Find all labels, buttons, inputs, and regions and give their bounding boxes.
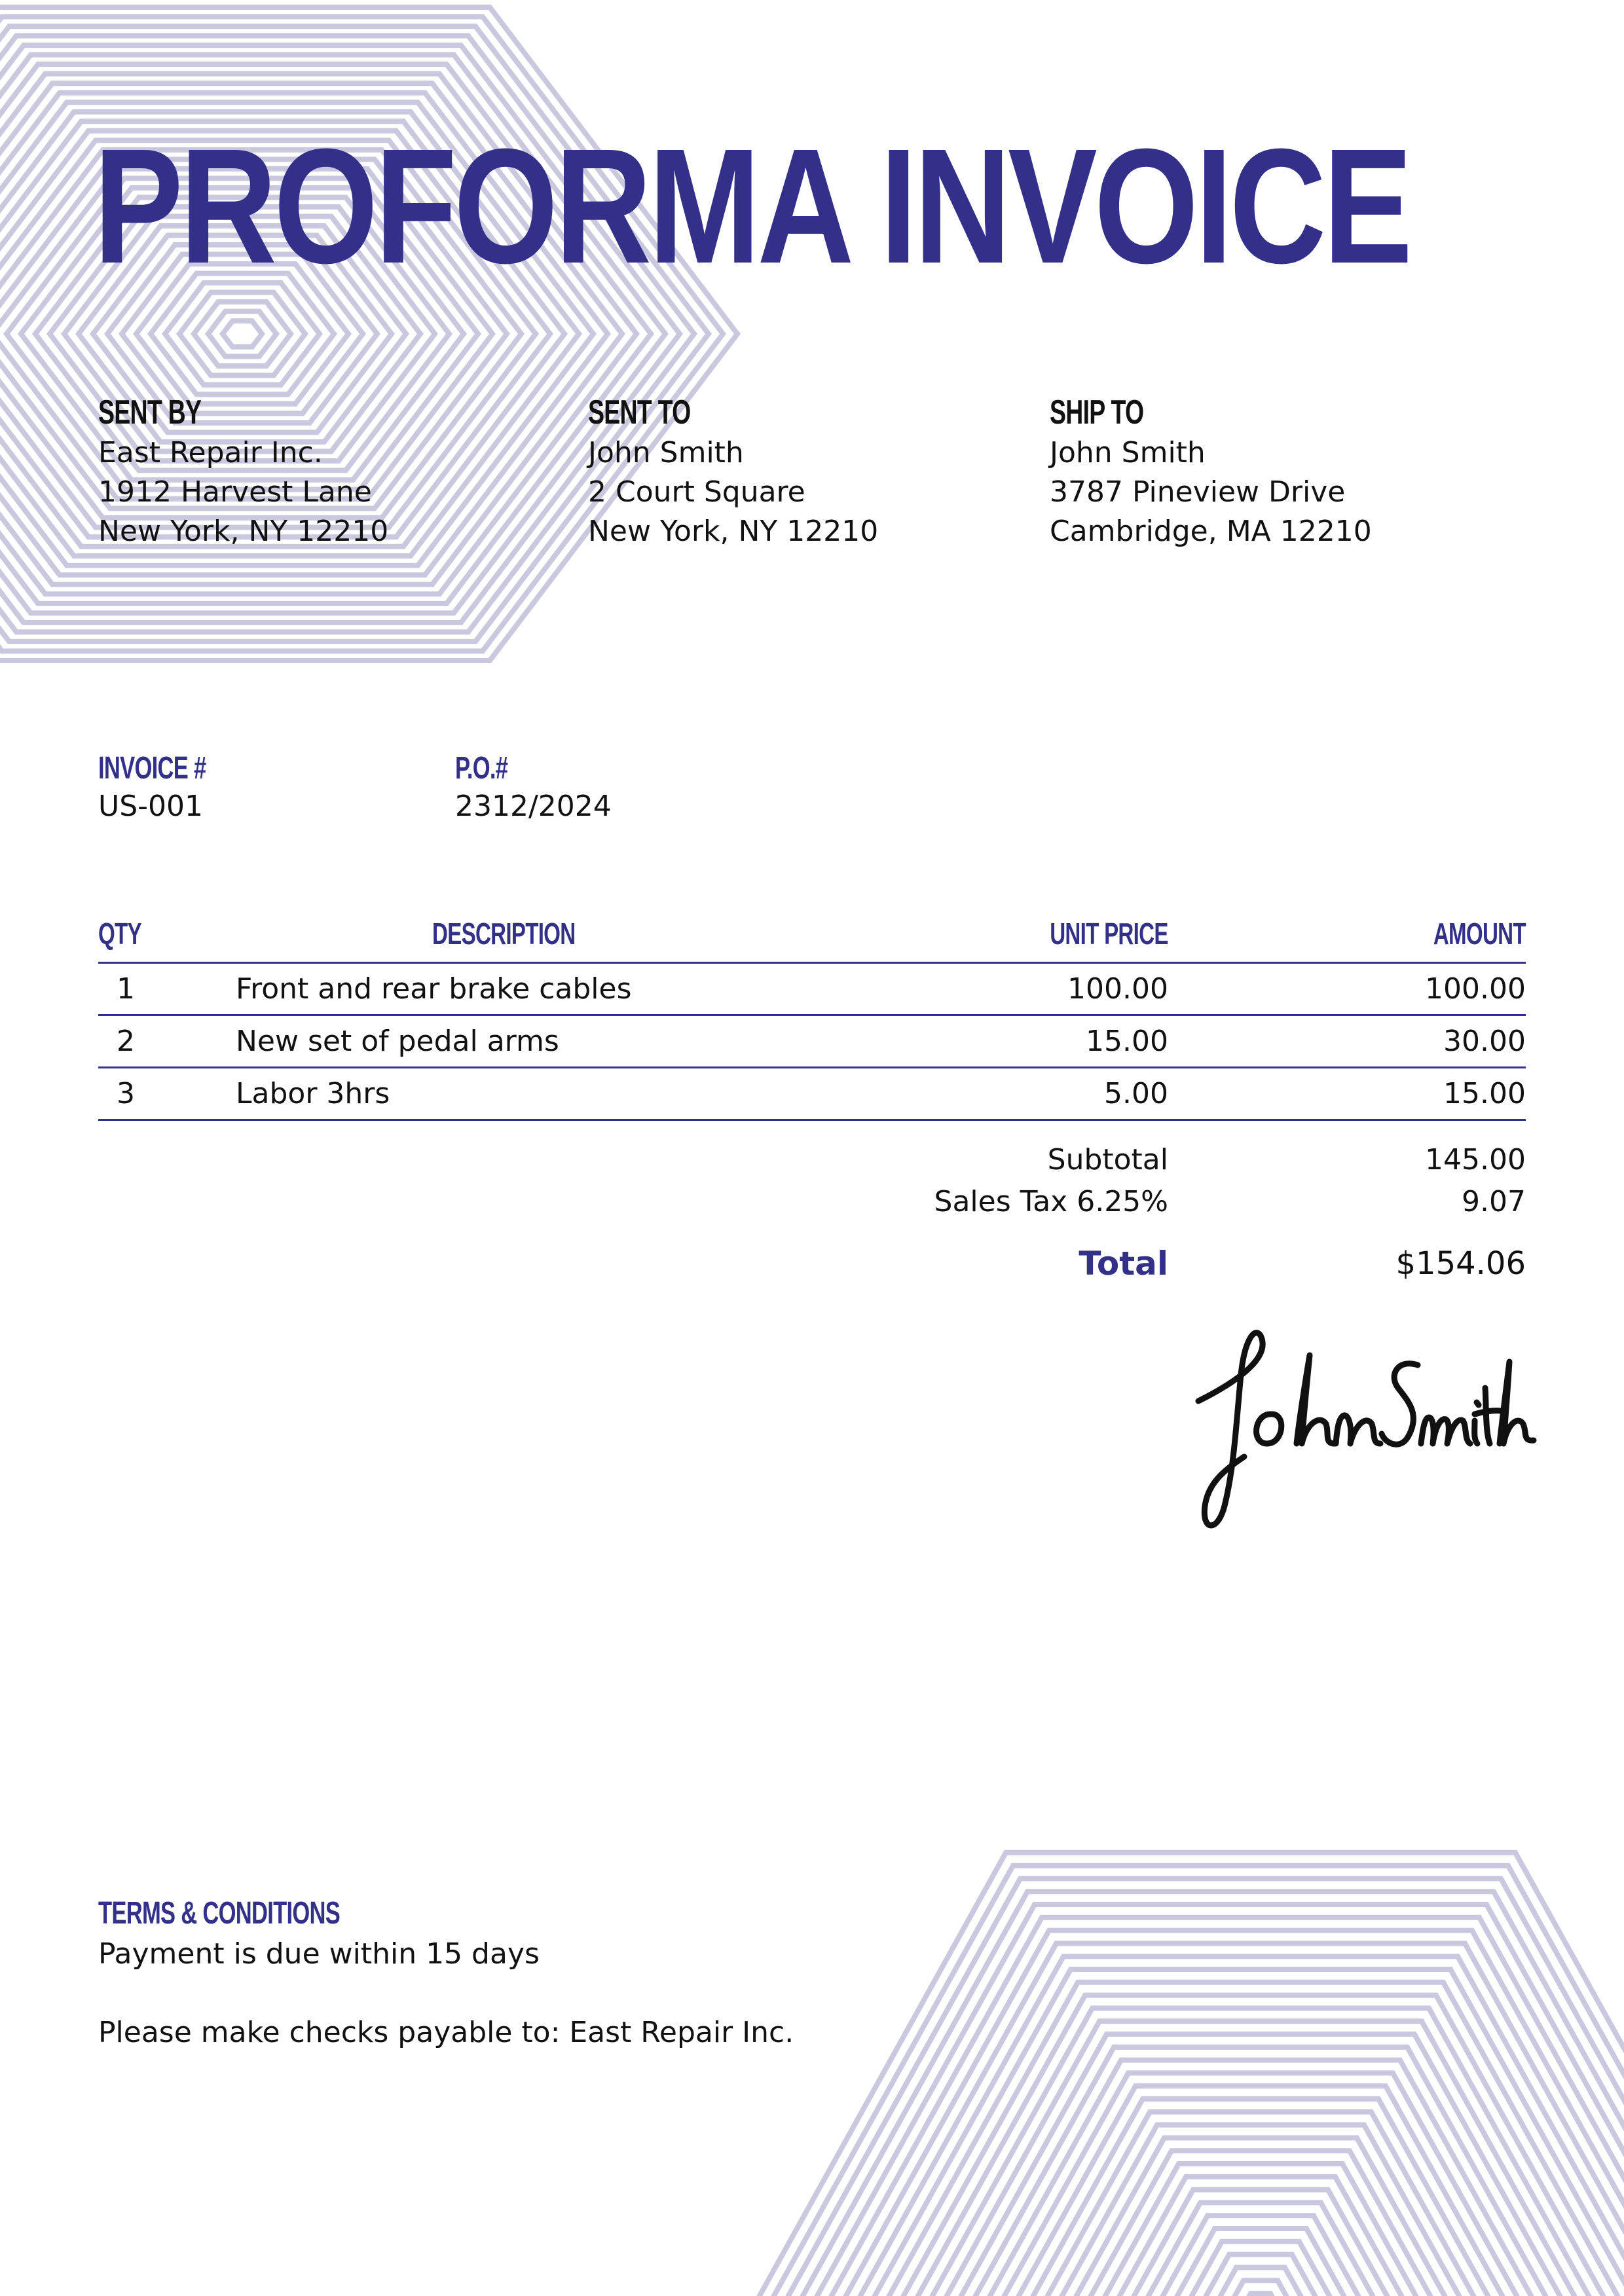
- sent-to-line: New York, NY 12210: [588, 515, 879, 548]
- sent-to-line: 2 Court Square: [588, 475, 805, 509]
- invoice-number-value: US-001: [98, 790, 203, 823]
- table-header-row: [98, 905, 1526, 963]
- row-unit-price: 15.00: [802, 1015, 1168, 1068]
- sent-by-line: 1912 Harvest Lane: [98, 475, 372, 509]
- subtotal-value: 145.00: [1425, 1143, 1526, 1176]
- description-header: DESCRIPTION: [236, 905, 802, 963]
- hexagon-outline: [1198, 2255, 1323, 2296]
- subtotal-row: [936, 1139, 1526, 1181]
- ship-to-line: 3787 Pineview Drive: [1050, 475, 1346, 509]
- amount-header: AMOUNT: [1168, 905, 1526, 963]
- ship-to-label: SHIP TO: [1050, 393, 1144, 431]
- hexagon-outline: [996, 2073, 1525, 2296]
- qty-header: QTY: [98, 905, 236, 963]
- invoice-number-label: INVOICE #: [98, 751, 206, 786]
- ship-to-line: Cambridge, MA 12210: [1050, 515, 1372, 548]
- row-qty: 1: [98, 963, 236, 1015]
- table-row: [98, 1068, 1526, 1120]
- hexagon-outline: [1241, 2293, 1280, 2296]
- ship-to-block: [1050, 393, 1495, 551]
- sent-by-line: East Repair Inc.: [98, 436, 323, 469]
- row-description: Front and rear brake cables: [236, 963, 802, 1015]
- row-qty: 2: [98, 1015, 236, 1068]
- row-description: New set of pedal arms: [236, 1015, 802, 1068]
- terms-label: TERMS & CONDITIONS: [98, 1896, 341, 1931]
- sent-to-label: SENT TO: [588, 393, 691, 431]
- page-title: PROFORMA INVOICE: [94, 115, 1410, 297]
- hexagon-outline: [223, 321, 262, 347]
- unit-price-header: UNIT PRICE: [802, 905, 1168, 963]
- terms-line: Payment is due within 15 days: [98, 1937, 540, 1971]
- line-items-table: [98, 905, 1526, 1121]
- sent-by-label: SENT BY: [98, 393, 202, 431]
- row-unit-price: 5.00: [802, 1068, 1168, 1120]
- sent-to-line: John Smith: [588, 436, 744, 469]
- total-label: Total: [1079, 1245, 1168, 1283]
- po-number-label: P.O.#: [455, 751, 508, 786]
- total-row: [936, 1243, 1526, 1288]
- sent-to-block: [588, 393, 1033, 551]
- row-unit-price: 100.00: [802, 963, 1168, 1015]
- row-amount: 30.00: [1168, 1015, 1526, 1068]
- sent-by-line: New York, NY 12210: [98, 515, 389, 548]
- signature-image: [1172, 1316, 1539, 1539]
- hexagon-outline: [208, 312, 276, 357]
- row-qty: 3: [98, 1068, 236, 1120]
- row-amount: 100.00: [1168, 963, 1526, 1015]
- hexagon-outline: [1082, 2151, 1439, 2296]
- sent-by-block: [98, 393, 544, 551]
- invoice-number-block: [98, 750, 248, 826]
- hexagon-outline: [179, 293, 305, 376]
- total-value: $154.06: [1395, 1245, 1526, 1282]
- po-number-block: [455, 750, 612, 826]
- terms-line: Please make checks payable to: East Repair Inc.: [98, 2016, 794, 2049]
- table-row: [98, 963, 1526, 1015]
- tax-value: 9.07: [1462, 1185, 1526, 1218]
- row-amount: 15.00: [1168, 1068, 1526, 1120]
- hexagon-outline: [165, 283, 320, 385]
- po-number-value: 2312/2024: [455, 790, 612, 823]
- tax-row: [936, 1181, 1526, 1223]
- terms-block: [98, 1895, 794, 2052]
- subtotal-label: Subtotal: [1047, 1143, 1168, 1176]
- tax-label: Sales Tax 6.25%: [934, 1185, 1168, 1218]
- ship-to-line: John Smith: [1050, 436, 1206, 469]
- row-description: Labor 3hrs: [236, 1068, 802, 1120]
- table-row: [98, 1015, 1526, 1068]
